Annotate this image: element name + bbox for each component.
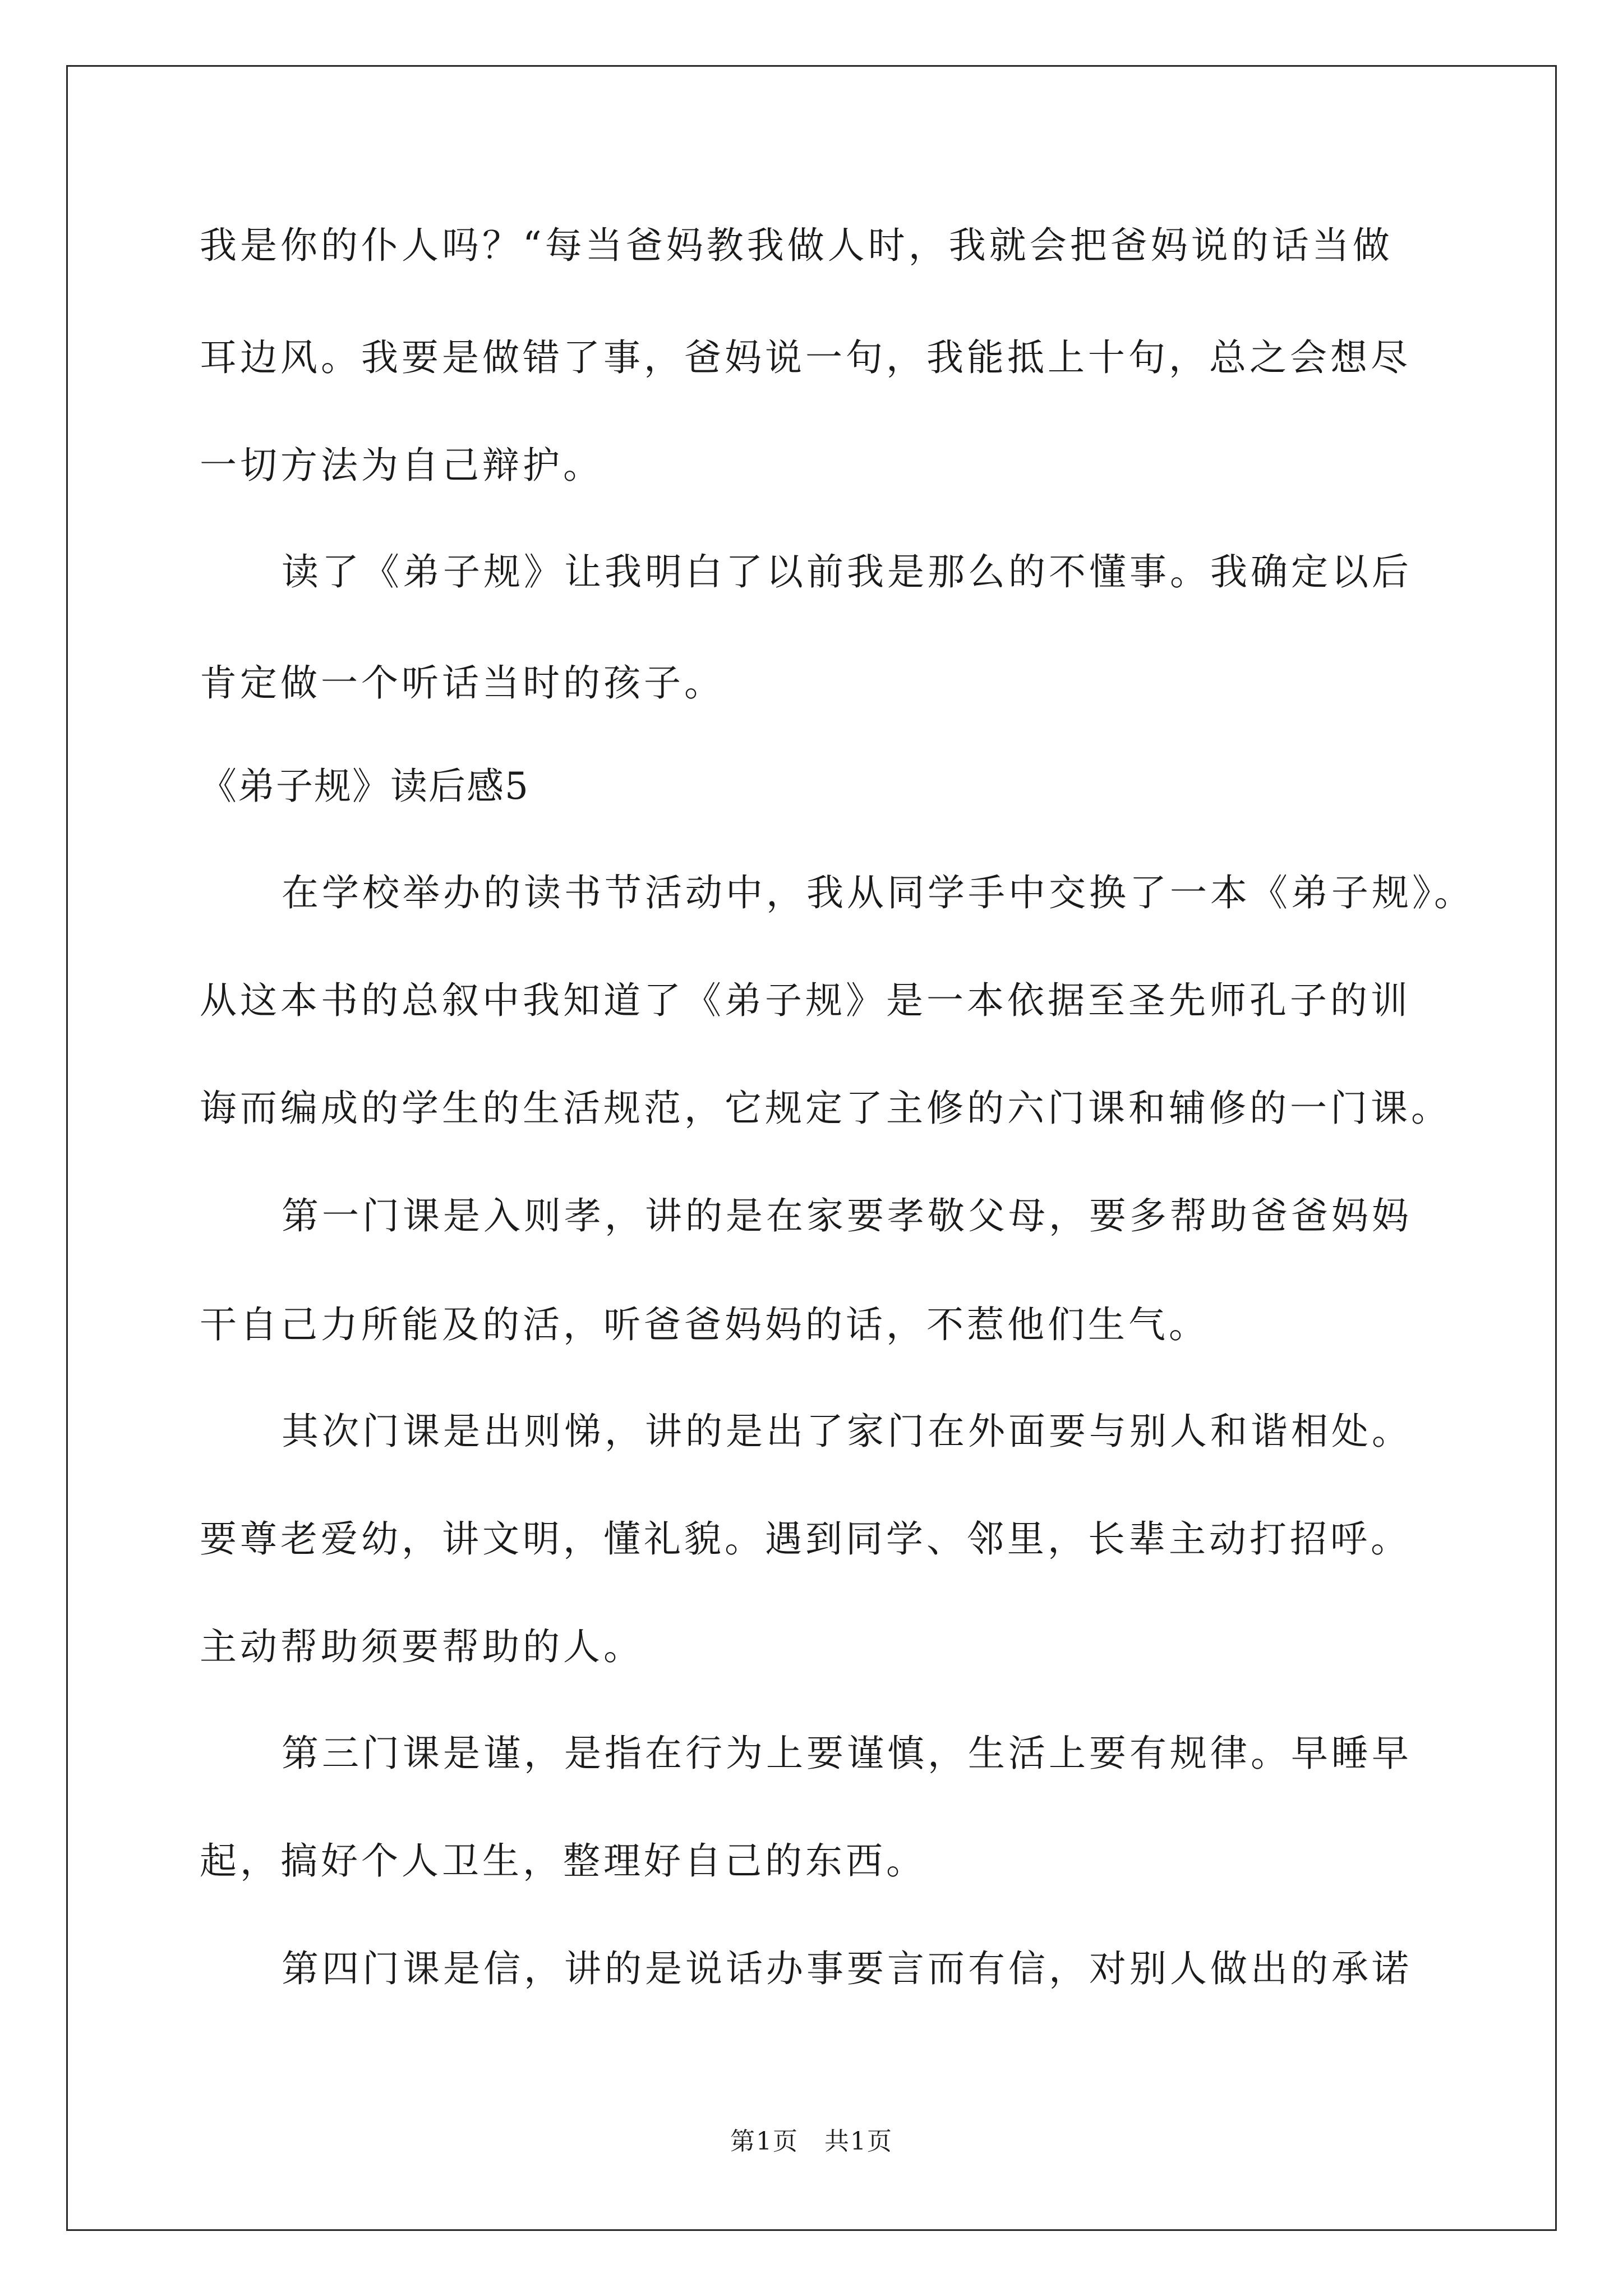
text-line: 起，搞好个人卫生，整理好自己的东西。: [200, 1839, 926, 1883]
section-heading: 《弟子规》读后感5: [200, 765, 529, 808]
text-line: 第四门课是信，讲的是说话办事要言而有信，对别人做出的承诺: [282, 1947, 1412, 1990]
text-line: 诲而编成的学生的生活规范，它规定了主修的六门课和辅修的一门课。: [200, 1087, 1451, 1130]
text-line: 干自己力所能及的活，听爸爸妈妈的话，不惹他们生气。: [200, 1303, 1209, 1346]
text-line: 肯定做一个听话当时的孩子。: [200, 661, 725, 705]
text-line: 耳边风。我要是做错了事，爸妈说一句，我能抵上十句，总之会想尽: [200, 336, 1411, 379]
text-line: 从这本书的总叙中我知道了《弟子规》是一本依据至圣先师孔子的训: [200, 979, 1411, 1022]
page-border: [66, 65, 1557, 2231]
text-line: 读了《弟子规》让我明白了以前我是那么的不懂事。我确定以后: [282, 550, 1412, 593]
text-line: 一切方法为自己辩护。: [200, 444, 603, 487]
text-line: 要尊老爱幼，讲文明，懂礼貌。遇到同学、邻里，长辈主动打招呼。: [200, 1517, 1411, 1561]
page-number-footer: 第1页 共1页: [730, 2127, 893, 2156]
text-line: 第三门课是谨，是指在行为上要谨慎，生活上要有规律。早睡早: [282, 1732, 1412, 1775]
text-line: 主动帮助须要帮助的人。: [200, 1625, 644, 1668]
text-line: 第一门课是入则孝，讲的是在家要孝敬父母，要多帮助爸爸妈妈: [282, 1194, 1412, 1237]
text-line: 在学校举办的读书节活动中，我从同学手中交换了一本《弟子规》。: [282, 871, 1474, 914]
text-line: 我是你的仆人吗？“每当爸妈教我做人时，我就会把爸妈说的话当做: [200, 224, 1393, 267]
text-line: 其次门课是出则悌，讲的是出了家门在外面要与别人和谐相处。: [282, 1410, 1412, 1453]
